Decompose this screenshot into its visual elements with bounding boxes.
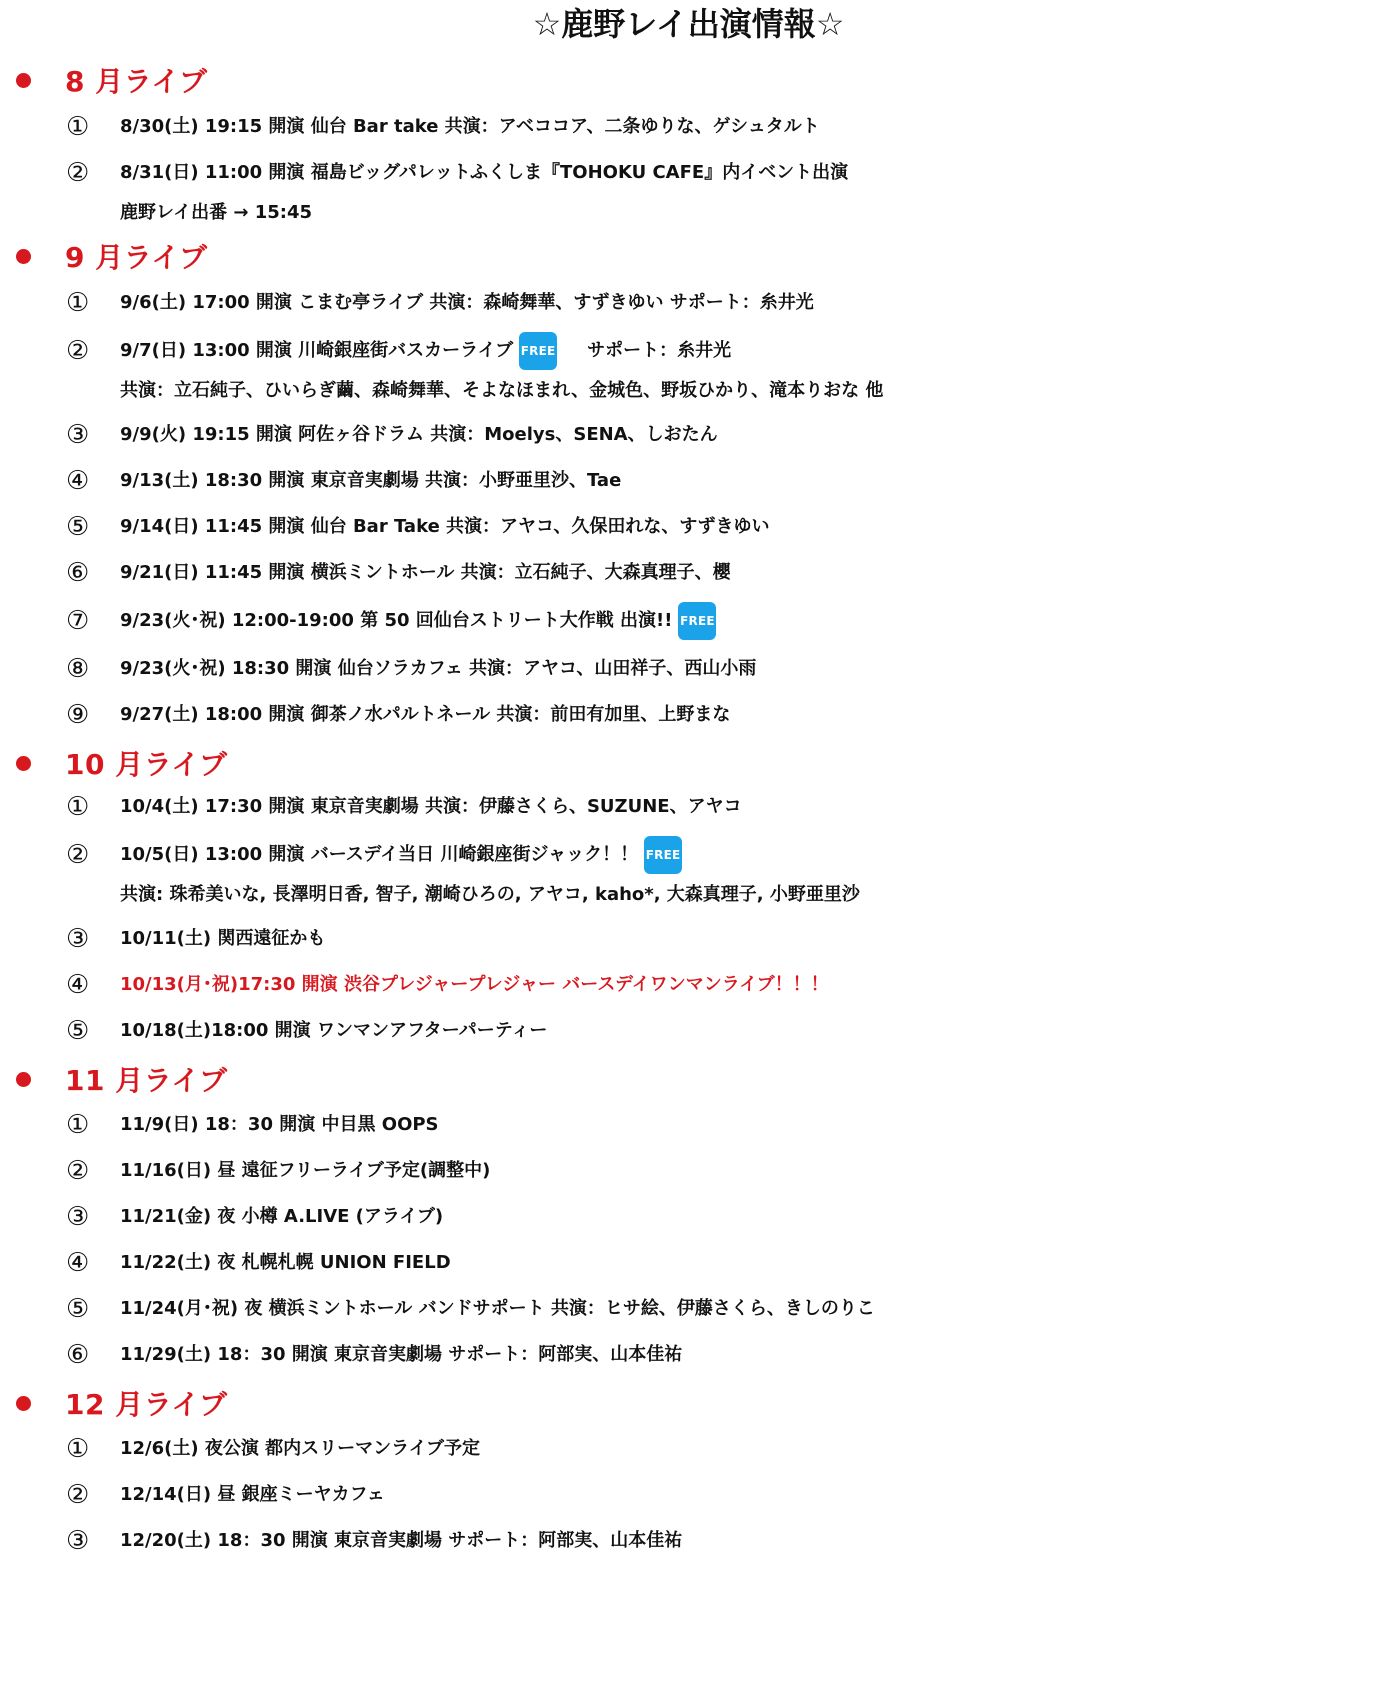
item-text: 8/30(土) 19:15 開演 仙台 Bar take 共演：アベココア、二条ゆりな、ゲシュタルト (120, 116, 820, 137)
item-number: ⑤ (66, 512, 90, 542)
list-item (66, 331, 1377, 411)
item-number: ⑦ (66, 606, 90, 636)
free-badge-icon: FREE (519, 332, 557, 370)
bullet-icon (16, 756, 31, 771)
month-header-oct (0, 741, 228, 785)
item-text: 12/6(土) 夜公演 都内スリーマンライブ予定 (120, 1438, 481, 1459)
item-number: ③ (66, 420, 90, 450)
item-number: ③ (66, 1202, 90, 1232)
bullet-icon (16, 1396, 31, 1411)
month-header-aug (0, 58, 208, 102)
item-text: 11/29(土) 18：30 開演 東京音実劇場 サポート：阿部実、山本佳祐 (120, 1344, 683, 1365)
item-number: ⑤ (66, 1016, 90, 1046)
item-text: 9/27(土) 18:00 開演 御茶ノ水パルトネール 共演：前田有加里、上野まな (120, 704, 731, 725)
list-item (66, 601, 1377, 641)
list-item (66, 1105, 1377, 1145)
list-item-highlight (66, 965, 1377, 1005)
bullet-icon (16, 249, 31, 264)
item-number: ⑥ (66, 558, 90, 588)
month-header-nov (0, 1057, 228, 1101)
month-label: 9 月ライブ (65, 241, 208, 274)
item-text: 10/13(月･祝)17:30 開演 渋谷プレジャープレジャー バースデイワンマンライブ！！！ (120, 974, 829, 995)
item-number: ④ (66, 970, 90, 1000)
item-number: ⑤ (66, 1294, 90, 1324)
list-item (66, 507, 1377, 547)
item-text: 9/6(土) 17:00 開演 こまむ亭ライブ 共演：森崎舞華、すずきゆい サポート：糸井光 (120, 292, 814, 313)
month-label: 12 月ライブ (65, 1388, 228, 1421)
item-text: 9/13(土) 18:30 開演 東京音実劇場 共演：小野亜里沙、Tae (120, 470, 622, 491)
item-text-after: サポート：糸井光 (587, 340, 732, 361)
month-label: 10 月ライブ (65, 748, 228, 781)
item-number: ① (66, 792, 90, 822)
list-item (66, 1011, 1377, 1051)
list-item (66, 835, 1377, 915)
item-text-continued: 共演：立石純子、ひいらぎ繭、森崎舞華、そよなほまれ、金城色、野坂ひかり、滝本りおな 他 (120, 380, 884, 401)
list-item (66, 649, 1377, 689)
free-badge-icon: FREE (644, 836, 682, 874)
bullet-icon (16, 1072, 31, 1087)
item-number: ③ (66, 924, 90, 954)
month-header-dec (0, 1381, 228, 1425)
item-text-continued: 共演: 珠希美いな, 長澤明日香, 智子, 潮崎ひろの, アヤコ, kaho*, 大森真理子, 小野亜里沙 (120, 884, 860, 905)
item-text: 11/22(土) 夜 札幌札幌 UNION FIELD (120, 1252, 451, 1273)
item-number: ⑨ (66, 700, 90, 730)
item-number: ⑧ (66, 654, 90, 684)
item-text: 12/20(土) 18：30 開演 東京音実劇場 サポート：阿部実、山本佳祐 (120, 1530, 683, 1551)
item-number: ④ (66, 1248, 90, 1278)
list-item (66, 1151, 1377, 1191)
bullet-icon (16, 73, 31, 88)
list-item (66, 919, 1377, 959)
item-number: ④ (66, 466, 90, 496)
list-item (66, 787, 1377, 827)
month-header-sep (0, 234, 208, 278)
list-item (66, 107, 1377, 147)
item-number: ⑥ (66, 1340, 90, 1370)
list-item (66, 695, 1377, 735)
list-item (66, 553, 1377, 593)
item-text: 8/31(日) 11:00 開演 福島ビッグパレットふくしま『TOHOKU CAFE』内イベント出演 (120, 162, 849, 183)
month-label: 8 月ライブ (65, 65, 208, 98)
item-number: ② (66, 1480, 90, 1510)
item-number: ① (66, 112, 90, 142)
item-text: 9/23(火･祝) 12:00-19:00 第 50 回仙台ストリート大作戦 出演!! (120, 610, 673, 631)
item-text: 10/5(日) 13:00 開演 バースデイ当日 川崎銀座街ジャック！！ (120, 844, 639, 865)
list-item (66, 1335, 1377, 1375)
item-number: ② (66, 336, 90, 366)
item-number: ③ (66, 1526, 90, 1556)
item-text: 10/18(土)18:00 開演 ワンマンアフターパーティー (120, 1020, 548, 1041)
list-item (66, 283, 1377, 323)
item-text: 11/21(金) 夜 小樽 A.LIVE (アライブ) (120, 1206, 444, 1227)
list-item (66, 1429, 1377, 1469)
list-item (66, 1289, 1377, 1329)
item-text-continued: 鹿野レイ出番 → 15:45 (120, 202, 313, 223)
list-item (66, 461, 1377, 501)
item-number: ① (66, 1110, 90, 1140)
item-text: 11/9(日) 18：30 開演 中目黒 OOPS (120, 1114, 439, 1135)
list-item (66, 1475, 1377, 1515)
item-text: 10/11(土) 関西遠征かも (120, 928, 326, 949)
page-title: ☆鹿野レイ出演情報☆ (532, 5, 845, 43)
list-item (66, 1521, 1377, 1561)
list-item (66, 1243, 1377, 1283)
item-text: 10/4(土) 17:30 開演 東京音実劇場 共演：伊藤さくら、SUZUNE、アヤコ (120, 796, 742, 817)
item-number: ② (66, 840, 90, 870)
month-label: 11 月ライブ (65, 1064, 228, 1097)
item-text: 11/16(日) 昼 遠征フリーライブ予定(調整中) (120, 1160, 491, 1181)
item-text: 9/21(日) 11:45 開演 横浜ミントホール 共演：立石純子、大森真理子、櫻 (120, 562, 731, 583)
item-text: 11/24(月･祝) 夜 横浜ミントホール バンドサポート 共演：ヒサ絵、伊藤さくら、きしのりこ (120, 1298, 875, 1319)
list-item (66, 1197, 1377, 1237)
item-number: ② (66, 158, 90, 188)
item-text: 9/7(日) 13:00 開演 川崎銀座街バスカーライブ (120, 340, 514, 361)
item-text: 9/14(日) 11:45 開演 仙台 Bar Take 共演：アヤコ、久保田れな、すずきゆい (120, 516, 770, 537)
item-text: 9/23(火･祝) 18:30 開演 仙台ソラカフェ 共演：アヤコ、山田祥子、西山小雨 (120, 658, 757, 679)
item-number: ① (66, 288, 90, 318)
item-text: 9/9(火) 19:15 開演 阿佐ヶ谷ドラム 共演：Moelys、SENA、しおたん (120, 424, 718, 445)
free-badge-icon: FREE (678, 602, 716, 640)
item-text: 12/14(日) 昼 銀座ミーヤカフェ (120, 1484, 385, 1505)
item-number: ② (66, 1156, 90, 1186)
list-item (66, 415, 1377, 455)
list-item (66, 153, 1377, 233)
item-number: ① (66, 1434, 90, 1464)
